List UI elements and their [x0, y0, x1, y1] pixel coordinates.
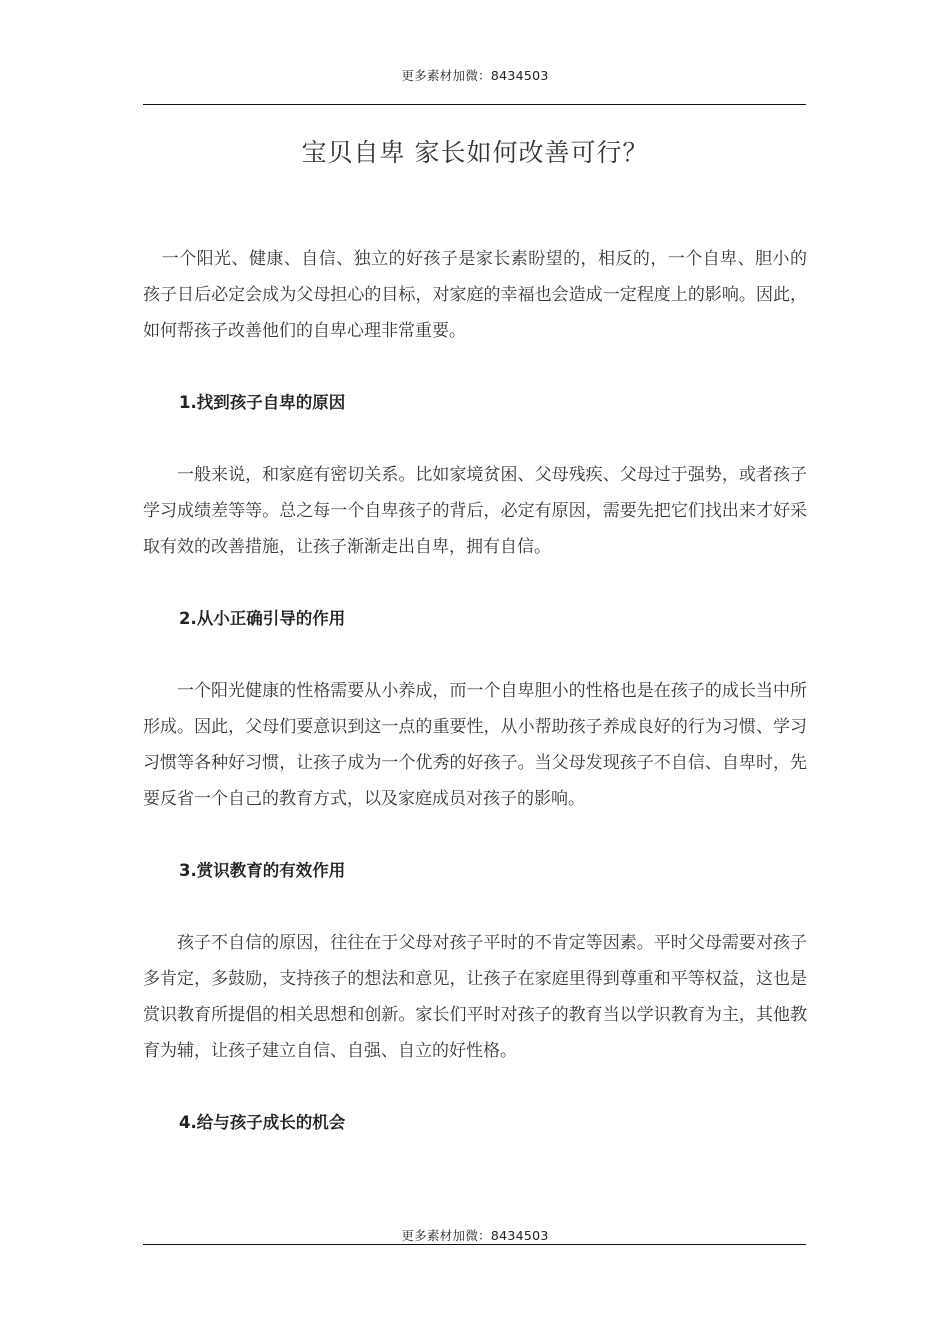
footer-rule: [143, 1244, 806, 1245]
section-body-2: 一个阳光健康的性格需要从小养成，而一个自卑胆小的性格也是在孩子的成长当中所形成。因此，父母们要意识到这一点的重要性，从小帮助孩子养成良好的行为习惯、学习习惯等各种好习惯，让孩子成为一个优秀的好孩子。当父母发现孩子不自信、自卑时，先要反省一个自己的教育方式，以及家庭成员对孩子的影响。: [143, 681, 807, 809]
document-title: 宝贝自卑 家长如何改善可行？: [301, 138, 649, 167]
section-body-3: 孩子不自信的原因，往往在于父母对孩子平时的不肯定等因素。平时父母需要对孩子多肯定，多鼓励，支持孩子的想法和意见，让孩子在家庭里得到尊重和平等权益，这也是赏识教育所提倡的相关思想和创新。家长们平时对孩子的教育当以学识教育为主，其他教育为辅，让孩子建立自信、自强、自立的好性格。: [143, 933, 807, 1061]
intro-paragraph: 一个阳光、健康、自信、独立的好孩子是家长素盼望的，相反的，一个自卑、胆小的孩子日后必定会成为父母担心的目标，对家庭的幸福也会造成一定程度上的影响。因此，如何帮孩子改善他们的自卑心理非常重要。: [143, 249, 807, 341]
section-heading-3: 3.赏识教育的有效作用: [179, 861, 346, 880]
document-body: [143, 241, 807, 1141]
section-heading-2: 2.从小正确引导的作用: [179, 609, 346, 628]
section-body-1: 一般来说，和家庭有密切关系。比如家境贫困、父母残疾、父母过于强势，或者孩子学习成绩差等等。总之每一个自卑孩子的背后，必定有原因，需要先把它们找出来才好采取有效的改善措施，让孩子渐渐走出自卑，拥有自信。: [143, 465, 807, 557]
header-rule: [143, 104, 806, 105]
page-header: 更多素材加微：8434503: [401, 68, 549, 83]
section-heading-1: 1.找到孩子自卑的原因: [179, 393, 346, 412]
page-footer: 更多素材加微：8434503: [401, 1228, 549, 1243]
section-heading-4: 4.给与孩子成长的机会: [179, 1113, 346, 1132]
